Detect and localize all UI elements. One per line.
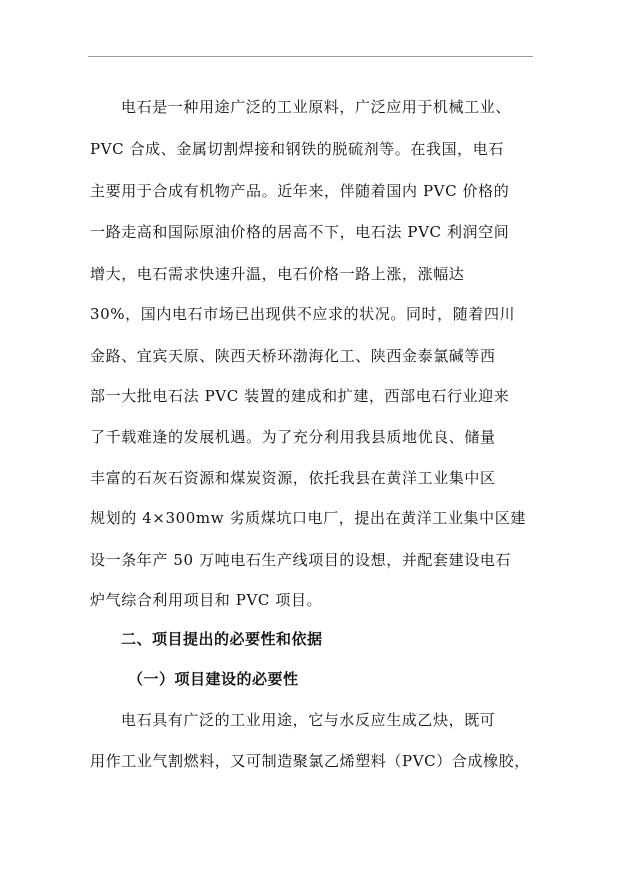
paragraph-line: PVC 合成、金属切割焊接和钢铁的脱硫剂等。在我国，电石: [90, 140, 504, 158]
paragraph-line: 金路、宜宾天原、陕西天桥环渤海化工、陕西金泰氯碱等西: [90, 347, 496, 365]
paragraph-line: 丰富的石灰石资源和煤炭资源，依托我县在黄洋工业集中区: [90, 469, 496, 487]
section-heading: 二、项目提出的必要性和依据: [121, 630, 323, 648]
paragraph-line: 规划的 4×300mw 劣质煤坑口电厂，提出在黄洋工业集中区建: [90, 509, 526, 527]
paragraph-line: 了千载难逢的发展机遇。为了充分利用我县质地优良、储量: [90, 428, 496, 446]
paragraph-line: 设一条年产 50 万吨电石生产线项目的设想，并配套建设电石: [90, 551, 512, 569]
paragraph-line: 一路走高和国际原油价格的居高不下，电石法 PVC 利润空间: [90, 223, 510, 241]
paragraph-line: 部一大批电石法 PVC 装置的建成和扩建，西部电石行业迎来: [90, 387, 510, 405]
paragraph-line: 30%，国内电石市场已出现供不应求的状况。同时，随着四川: [90, 305, 516, 323]
paragraph-line: 电石具有广泛的工业用途，它与水反应生成乙炔，既可: [121, 711, 496, 729]
paragraph-line: 电石是一种用途广泛的工业原料，广泛应用于机械工业、: [121, 98, 512, 116]
paragraph-line: 用作工业气割燃料，又可制造聚氯乙烯塑料（PVC）合成橡胶，: [90, 752, 530, 770]
paragraph-line: 主要用于合成有机物产品。近年来，伴随着国内 PVC 价格的: [90, 182, 510, 200]
paragraph-line: 炉气综合利用项目和 PVC 项目。: [90, 591, 323, 609]
paragraph-line: 增大，电石需求快速升温，电石价格一路上涨，涨幅达: [90, 265, 465, 283]
subsection-heading: （一）项目建设的必要性: [128, 670, 299, 688]
